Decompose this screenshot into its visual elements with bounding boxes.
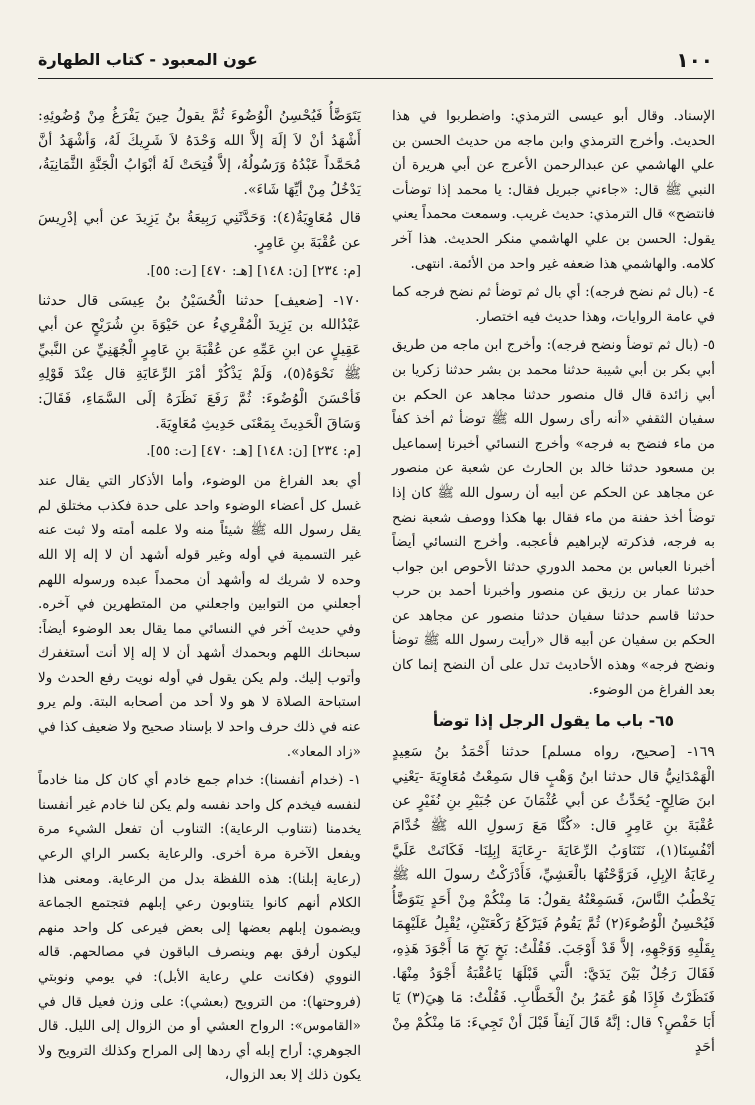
- chapter-heading: ٦٥- باب ما يقول الرجل إذا توضأ: [432, 712, 675, 731]
- hadith-169: ١٦٩- [صحيح، رواه مسلم] حدثنا أَحْمَدُ بنُ سَعِيدٍ الْهَمْدَانِيُّ قال حدثنا ابنُ وَهْبٍ قال سَمِعْتُ مُعَاوِيَةَ -يَعْنِي ابنَ صَالِحٍ- يُحَدِّثُ عن أبي عُثْمَانَ عن جُبَيْرِ بنِ نُفَيْرٍ عن عُقْبَةَ بنِ عَامِرٍ قال: «كُنَّا مَعَ رَسولِ الله ﷺ خُدَّامَ أنْفُسِنَا(١)، نَتَنَاوَبُ الرِّعَايَةَ -رِعَايَةَ إبِلِنَا- فَكَانَتْ عَلَيَّ رِعَايَةُ الإبِلِ، فَرَوَّحْتُهَا بالْعَشِيِّ، فَأَدْرَكْتُ رسولَ الله ﷺ يَخْطُبُ النَّاسَ، فَسَمِعْتُهُ يقولُ: مَا مِنْكُمْ مِنْ أَحَدٍ يَتَوَضَّأُ فَيُحْسِنُ الْوُضُوءَ(٢) ثُمَّ يَقُومُ فَيَرْكَعُ رَكْعَتَيْنِ، يُقْبِلُ عَلَيْهِمَا بِقَلْبِهِ وَوَجْهِهِ، إلاَّ قَدْ أَوْجَبَ. فَقُلْتُ: بَخٍ بَخٍ مَا أَجْوَدَ هَذِهِ، فَقَالَ رَجُلٌ بَيْنَ يَدَيَّ: الَّتي قَبْلَهَا يَاعُقْبَةُ أَجْوَدُ مِنْهَا. فَنَظَرْتُ فَإِذَا هُوَ عُمَرُ بنُ الْخَطَّابِ. فَقُلْتُ: مَا هِيَ(٣) يَا أَبَا حَفْصٍ؟ قال: إنَّهُ قَالَ آنِفاً قَبْلَ أنْ تَجِيءَ: مَا مِنْكُمْ مِنْ أحَدٍ: [392, 744, 716, 1056]
- hadith-reference: [م: ٢٣٤] [ن: ١٤٨] [هـ: ٤٧٠] [ت: ٥٥].: [146, 444, 361, 460]
- hadith-reference: [م: ٢٣٤] [ن: ١٤٨] [هـ: ٤٧٠] [ت: ٥٥].: [146, 263, 361, 279]
- hadith-169-continuation: يَتَوَضَّأُ فَيُحْسِنُ الْوُضُوءَ ثُمَّ يقولُ حِينَ يَفْرَغُ مِنْ وُضُوئِهِ: أَشْهَدُ أنْ لاَ إلَهَ إلاَّ الله وَحْدَهُ لاَ شَرِيكَ لَهُ، وَأشْهَدُ أنَّ مُحَمَّداً عَبْدُهُ وَرَسُولُهُ، إلاَّ فُتِحَتْ لَهُ أبْوَابُ الْجَنَّةِ الثَّمَانِيَةُ، يَدْخُلُ مِنْ أيِّهَا شَاءَ».: [38, 108, 361, 198]
- muawiya-note: قال مُعَاوِيَةُ(٤): وَحَدَّثَنِي رَبِيعَةُ بنُ يَزِيدَ عن أبي إدْرِيسَ عن عُقْبَةَ بنِ عَامِرٍ.: [38, 210, 361, 251]
- commentary-paragraph: الإسناد. وقال أبو عيسى الترمذي: واضطربوا في هذا الحديث. وأخرج الترمذي وابن ماجه من حديث الحسن بن علي الهاشمي عن عبدالرحمن الأعرج عن أبي هريرة أن النبي ﷺ قال: «جاءني جبريل فقال: يا محمد إذا توضأت فانتضح» قال الترمذي: حديث غريب. وسمعت محمداً يعني يقول: الحسن بن علي الهاشمي منكر الحديث. هذا آخر كلامه. والهاشمي هذا ضعفه غير واحد من الأئمة. انتهى.: [392, 108, 715, 272]
- page-header: [38, 42, 713, 79]
- running-title: عون المعبود - كتاب الطهارة: [38, 50, 258, 69]
- left-column: [38, 104, 361, 1092]
- note-5: ٥- (بال ثم توضأ ونضح فرجه): وأخرج ابن ماجه من طريق أبي بكر بن أبي شيبة حدثنا محمد بن بشر حدثنا زكريا بن أبي زائدة قال قال منصور حدثنا مجاهد عن الحكم بن سفيان الثقفي «أنه رأى رسول الله ﷺ توضأ ثم أخذ كفاً من ماء فنضح به فرجه» وأخرج النسائي أخبرنا إسماعيل بن مسعود حدثنا خالد بن الحارث عن شعبة عن منصور عن مجاهد عن الحكم عن أبيه أن رسول الله ﷺ كان إذا توضأ أخذ حفنة من ماء فقال بها هكذا ووصف شعبة نضح به فرجه، فذكرته لإبراهيم فأعجبه. وأخرج النسائي أيضاً أخبرنا العباس بن محمد الدوري حدثنا الأحوص ابن جواب حدثنا عمار بن رزيق عن منصور وأخبرنا أحمد بن حرب حدثنا قاسم حدثنا سفيان حدثنا منصور عن مجاهد عن الحكم بن سفيان عن أبيه قال «رأيت رسول الله ﷺ توضأ ونضح فرجه» وهذه الأحاديث تدل على أن النضح إنما كان بعد الفراغ من الوضوء.: [392, 337, 715, 698]
- note-4: ٤- (بال ثم نضح فرجه): أي بال ثم توضأ ثم نضح فرجه كما في عامة الروايات، وهذا حديث فيه اختصار.: [392, 284, 715, 325]
- commentary-paragraph: أي بعد الفراغ من الوضوء، وأما الأذكار التي يقال عند غسل كل أعضاء الوضوء واحد على حدة فكذب مختلق لم يقل رسول الله ﷺ شيئاً منه ولا علمه أمته ولا ثبت عنه غير التسمية في أوله وغير قوله أشهد أن لا إله إلا الله وحده لا شريك له وأشهد أن محمداً عبده ورسوله اللهم أجعلني من التوابين واجعلني من المتطهرين في آخره. وفي حديث آخر في النسائي مما يقال بعد الوضوء أيضاً: سبحانك اللهم وبحمدك أشهد أن لا إله إلا أنت أستغفرك وأتوب إليك. ولم يكن يقول في أوله نويت رفع الحدث ولا استباحة الصلاة لا هو ولا أحد من أصحابه البتة. ولم يرو عنه في ذلك حرف واحد لا بإسناد صحيح ولا ضعيف كذا في «زاد المعاد».: [38, 473, 361, 760]
- commentary-paragraph: ١- (خدام أنفسنا): خدام جمع خادم أي كان كل منا خادماً لنفسه فيخدم كل واحد نفسه ولم يكن لنا خادم غير أنفسنا يخدمنا (نتناوب الرعاية): التناوب أن تفعل الشيء مرة ويفعل الآخرة مرة أخرى. والرعاية بكسر الراي الرعي (رعاية إبلنا): هذه اللفظة بدل من الرعاية. ومعنى هذا الكلام أنهم كانوا يتناوبون رعي إبلهم فتجتمع الجماعة ويضمون إبلهم بعضها إلى بعض فيرعى كل واحد منهم ليكون أرفق بهم وينصرف الباقون في مصالحهم. قاله النووي (فكانت علي رعاية الأبل): في يومي ونوبتي (فروحتها): من الترويح (بعشي): على وزن فعيل قال في «القاموس»: الرواح العشي أو من الزوال إلى الليل. قال الجوهري: أراح إبله أي ردها إلى المراح وكذلك الترويح ولا يكون ذلك إلا بعد الزوال،: [38, 772, 361, 1084]
- right-column: [392, 104, 715, 1064]
- hadith-170: ١٧٠- [ضعيف] حدثنا الْحُسَيْنُ بنُ عِيسَى قال حدثنا عَبْدُالله بن يَزِيدَ الْمُقْرِيءُ عن حَيْوَةَ بنِ شُرَيْحٍ عن أبي عَقِيلٍ عن ابنِ عَمِّهِ عن عُقْبَةَ بنِ عَامِرٍ الْجُهَنِيِّ عن النَّبيِّ ﷺ نَحْوَهُ(٥)، وَلَمْ يَذْكُرْ أمْرَ الرِّعَايَةِ قال عِنْدَ قَوْلِهِ فَأحْسَنَ الْوُضُوءَ: ثُمَّ رَفَعَ نَظَرَهُ إلَى السَّمَاءِ، فَقَالَ: وَسَاقَ الْحَدِيثَ بِمَعْنَى حَدِيثِ مُعَاوِيَةَ.: [38, 292, 362, 432]
- page-number: ١٠٠: [676, 48, 713, 72]
